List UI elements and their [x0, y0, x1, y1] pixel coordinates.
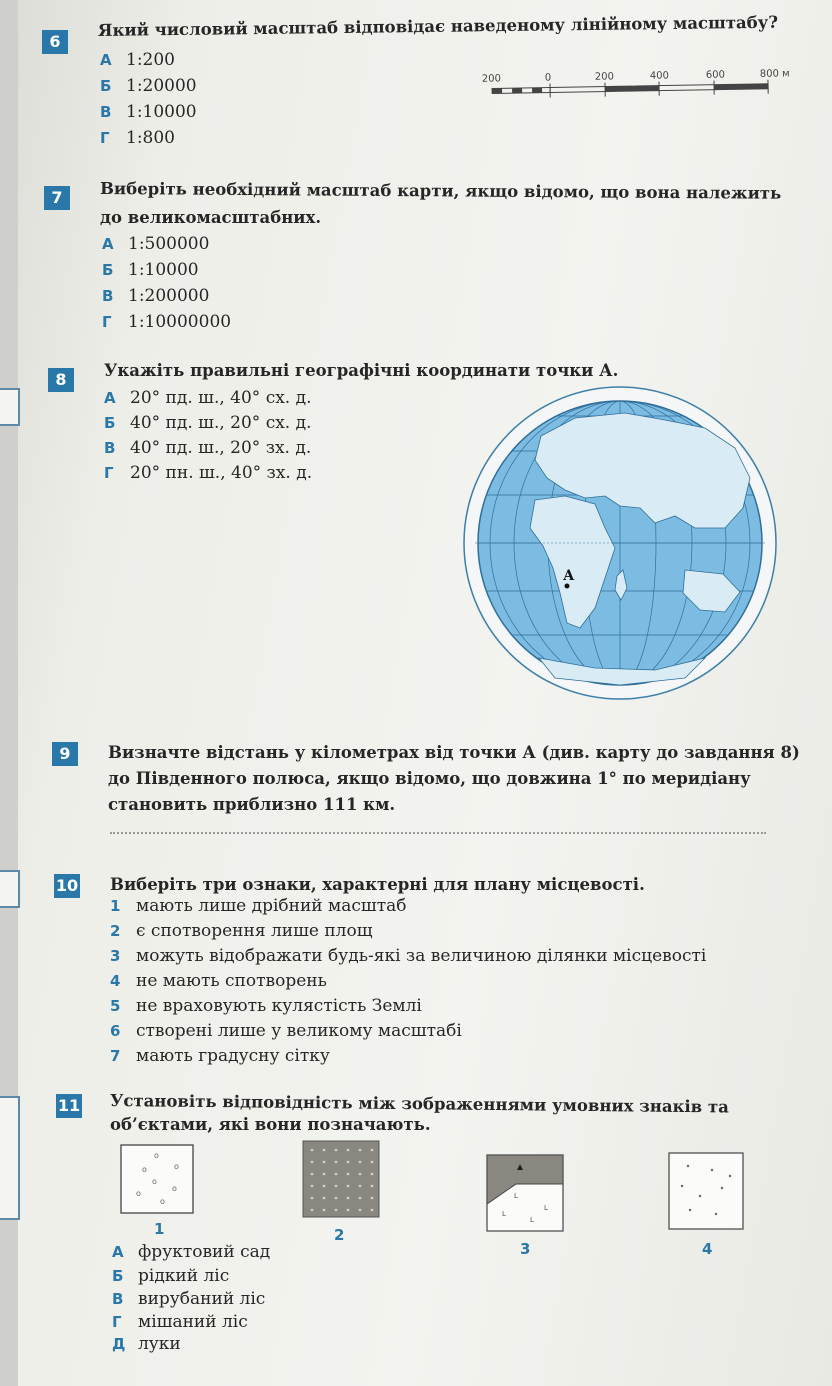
q6-option[interactable]: Г 1:800	[100, 128, 175, 148]
q10-option[interactable]: 4 не мають спотворень	[110, 971, 327, 991]
q10-option[interactable]: 6 створені лише у великому масштабі	[110, 1021, 462, 1041]
question-number-9: 9	[52, 742, 78, 766]
scale-tick-label: 800 м	[759, 68, 790, 80]
svg-text:L: L	[502, 1210, 506, 1218]
symbol-1-number: 1	[154, 1220, 165, 1238]
q6-option[interactable]: Б 1:20000	[100, 76, 197, 96]
scale-tick-label: 400	[649, 70, 670, 82]
q6-option[interactable]: В 1:10000	[100, 102, 197, 122]
q10-option[interactable]: 2 є спотворення лише площ	[110, 921, 373, 941]
q10-option[interactable]: 1 мають лише дрібний масштаб	[110, 896, 407, 916]
symbol-2-number: 2	[334, 1226, 345, 1244]
scale-tick-label: 200	[481, 73, 502, 85]
symbol-4-meadow	[668, 1152, 746, 1232]
question-9-text-line1: Визначте відстань у кілометрах від точки А (див. карту до завдання 8)	[108, 743, 800, 762]
question-7-text-line1: Виберіть необхідний масштаб карти, якщо відомо, що вона належить	[99, 179, 782, 203]
svg-text:o: o	[136, 1189, 141, 1198]
question-11-text-line1: Установіть відповідність між зображеннями умовних знаків та	[109, 1091, 729, 1117]
question-number-6: 6	[42, 30, 68, 54]
scale-tick-label: 600	[705, 69, 726, 81]
q11-option[interactable]: А фруктовий сад	[112, 1242, 271, 1262]
q7-option[interactable]: В 1:200000	[102, 286, 210, 306]
svg-text:o: o	[160, 1197, 165, 1206]
q11-option[interactable]: Б рідкий ліс	[112, 1266, 230, 1286]
q7-option[interactable]: Г 1:10000000	[102, 312, 232, 332]
linear-scale-bar	[478, 64, 798, 104]
question-number-7: 7	[44, 186, 70, 210]
q8-option[interactable]: Г 20° пн. ш., 40° зх. д.	[104, 463, 313, 483]
question-number-11: 11	[56, 1094, 82, 1118]
globe-map	[455, 378, 785, 708]
q7-option[interactable]: Б 1:10000	[102, 260, 199, 280]
q10-option[interactable]: 5 не враховують кулястість Землі	[110, 996, 422, 1016]
question-9-text-line2: до Південного полюса, якщо відомо, що довжина 1° по меридіану	[108, 769, 751, 788]
svg-text:L: L	[530, 1216, 534, 1224]
q8-option[interactable]: А 20° пд. ш., 40° сх. д.	[104, 388, 312, 408]
svg-text:o: o	[172, 1184, 177, 1193]
q8-option[interactable]: В 40° пд. ш., 20° зх. д.	[104, 438, 312, 458]
question-number-10: 10	[54, 874, 80, 898]
svg-text:o: o	[154, 1151, 159, 1160]
q10-option[interactable]: 7 мають градусну сітку	[110, 1046, 330, 1066]
svg-text:L: L	[544, 1204, 548, 1212]
q11-option[interactable]: В вирубаний ліс	[112, 1289, 266, 1309]
svg-text:o: o	[174, 1162, 179, 1171]
answer-grid[interactable]	[0, 1096, 20, 1220]
point-a-marker	[565, 584, 570, 589]
symbol-3-number: 3	[520, 1240, 531, 1258]
question-number-8: 8	[48, 368, 74, 392]
answer-box[interactable]	[0, 870, 20, 908]
q6-option[interactable]: А 1:200	[100, 50, 175, 70]
answer-line[interactable]	[110, 832, 766, 834]
svg-text:o: o	[142, 1165, 147, 1174]
q11-option[interactable]: Г мішаний ліс	[112, 1312, 248, 1332]
question-10-text: Виберіть три ознаки, характерні для плану місцевості.	[110, 875, 645, 894]
question-11-text-line2: об’єктами, які вони позначають.	[110, 1115, 431, 1134]
question-7-text-line2: до великомасштабних.	[100, 208, 322, 227]
question-8-text: Укажіть правильні географічні координати точки А.	[104, 361, 619, 380]
symbol-4-number: 4	[702, 1240, 713, 1258]
scale-tick-label: 0	[544, 72, 552, 84]
q7-option[interactable]: А 1:500000	[102, 234, 210, 254]
point-a-label: А	[563, 568, 575, 584]
svg-text:L: L	[514, 1192, 518, 1200]
symbol-1-orchard	[120, 1144, 196, 1216]
scale-tick-label: 200	[594, 71, 615, 83]
answer-box[interactable]	[0, 388, 20, 426]
q8-option[interactable]: Б 40° пд. ш., 20° сх. д.	[104, 413, 312, 433]
q10-option[interactable]: 3 можуть відображати будь-які за величиною ділянки місцевості	[110, 946, 707, 966]
q11-option[interactable]: Д луки	[112, 1334, 181, 1354]
question-6-text: Який числовий масштаб відповідає наведеному лінійному масштабу?	[97, 12, 779, 40]
question-9-text-line3: становить приблизно 111 км.	[108, 795, 396, 814]
symbol-2-sparse-forest	[302, 1140, 382, 1220]
symbol-3-cut-forest	[486, 1154, 566, 1234]
svg-text:o: o	[152, 1177, 157, 1186]
